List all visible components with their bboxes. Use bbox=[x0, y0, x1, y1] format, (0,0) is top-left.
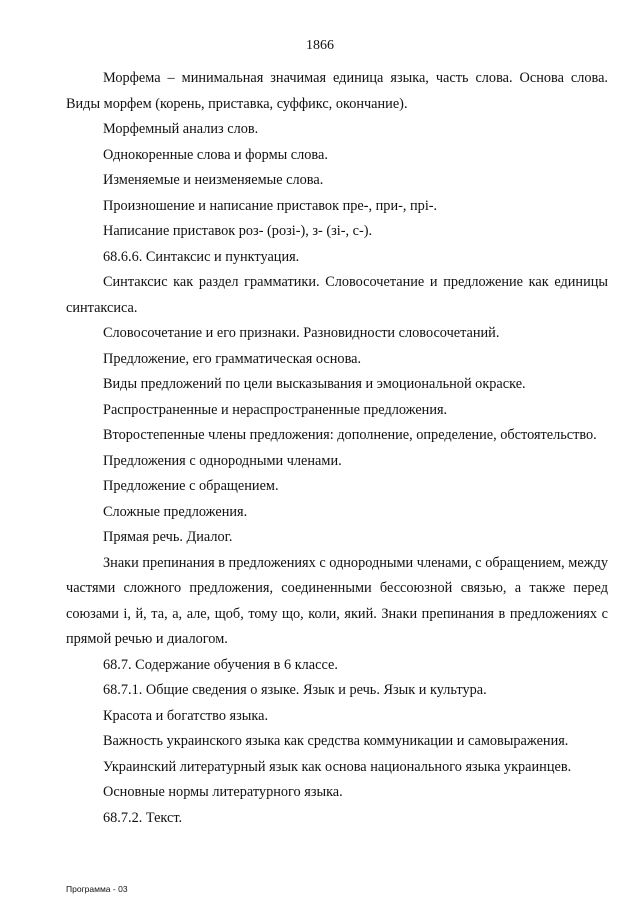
document-body bbox=[66, 66, 608, 831]
paragraph: Сложные предложения. bbox=[103, 503, 248, 520]
paragraph: Виды предложений по цели высказывания и эмоциональной окраске. bbox=[103, 376, 526, 392]
paragraph: Предложение, его грамматическая основа. bbox=[103, 350, 362, 367]
section-heading: 68.7. Содержание обучения в 6 классе. bbox=[103, 656, 338, 673]
footer-label: Программа - 03 bbox=[66, 884, 128, 894]
paragraph: Второстепенные члены предложения: дополнение, определение, обстоятельство. bbox=[103, 427, 597, 443]
section-heading: 68.7.2. Текст. bbox=[103, 809, 183, 826]
paragraph: Украинский литературный язык как основа национального языка украинцев. bbox=[103, 758, 572, 775]
paragraph: Предложения с однородными членами. bbox=[103, 452, 342, 469]
paragraph: Основные нормы литературного языка. bbox=[103, 784, 343, 800]
paragraph: Важность украинского языка как средства коммуникации и самовыражения. bbox=[103, 733, 569, 749]
paragraph: Знаки препинания в предложениях с однородными членами, с обращением, между частями сложного предложения, соединенными бессоюзной связью, а также перед союзами і, й, та, а, але, щоб, тому що, коли, який. Знаки препинания в предложениях с прямой речью и диалогом. bbox=[66, 554, 609, 647]
paragraph: Предложение с обращением. bbox=[103, 478, 279, 494]
paragraph: Однокоренные слова и формы слова. bbox=[103, 146, 328, 163]
paragraph: Распространенные и нераспространенные предложения. bbox=[103, 401, 448, 418]
page-number: 1866 bbox=[306, 38, 334, 53]
paragraph: Синтаксис как раздел грамматики. Словосочетание и предложение как единицы синтаксиса. bbox=[66, 274, 608, 316]
section-heading: 68.7.1. Общие сведения о языке. Язык и речь. Язык и культура. bbox=[103, 682, 487, 698]
paragraph: Изменяемые и неизменяемые слова. bbox=[103, 172, 324, 188]
section-heading: 68.6.6. Синтаксис и пунктуация. bbox=[103, 248, 300, 265]
paragraph: Морфемный анализ слов. bbox=[103, 121, 259, 137]
paragraph: Прямая речь. Диалог. bbox=[103, 529, 233, 545]
paragraph: Красота и богатство языка. bbox=[103, 707, 269, 724]
paragraph: Написание приставок роз- (розі-), з- (зі-, с-). bbox=[103, 223, 373, 239]
paragraph: Произношение и написание приставок пре-, при-, прі-. bbox=[103, 197, 438, 214]
paragraph: Словосочетание и его признаки. Разновидности словосочетаний. bbox=[103, 325, 500, 341]
paragraph: Морфема – минимальная значимая единица языка, часть слова. Основа слова. Виды морфем (корень, приставка, суффикс, окончание). bbox=[66, 70, 608, 112]
